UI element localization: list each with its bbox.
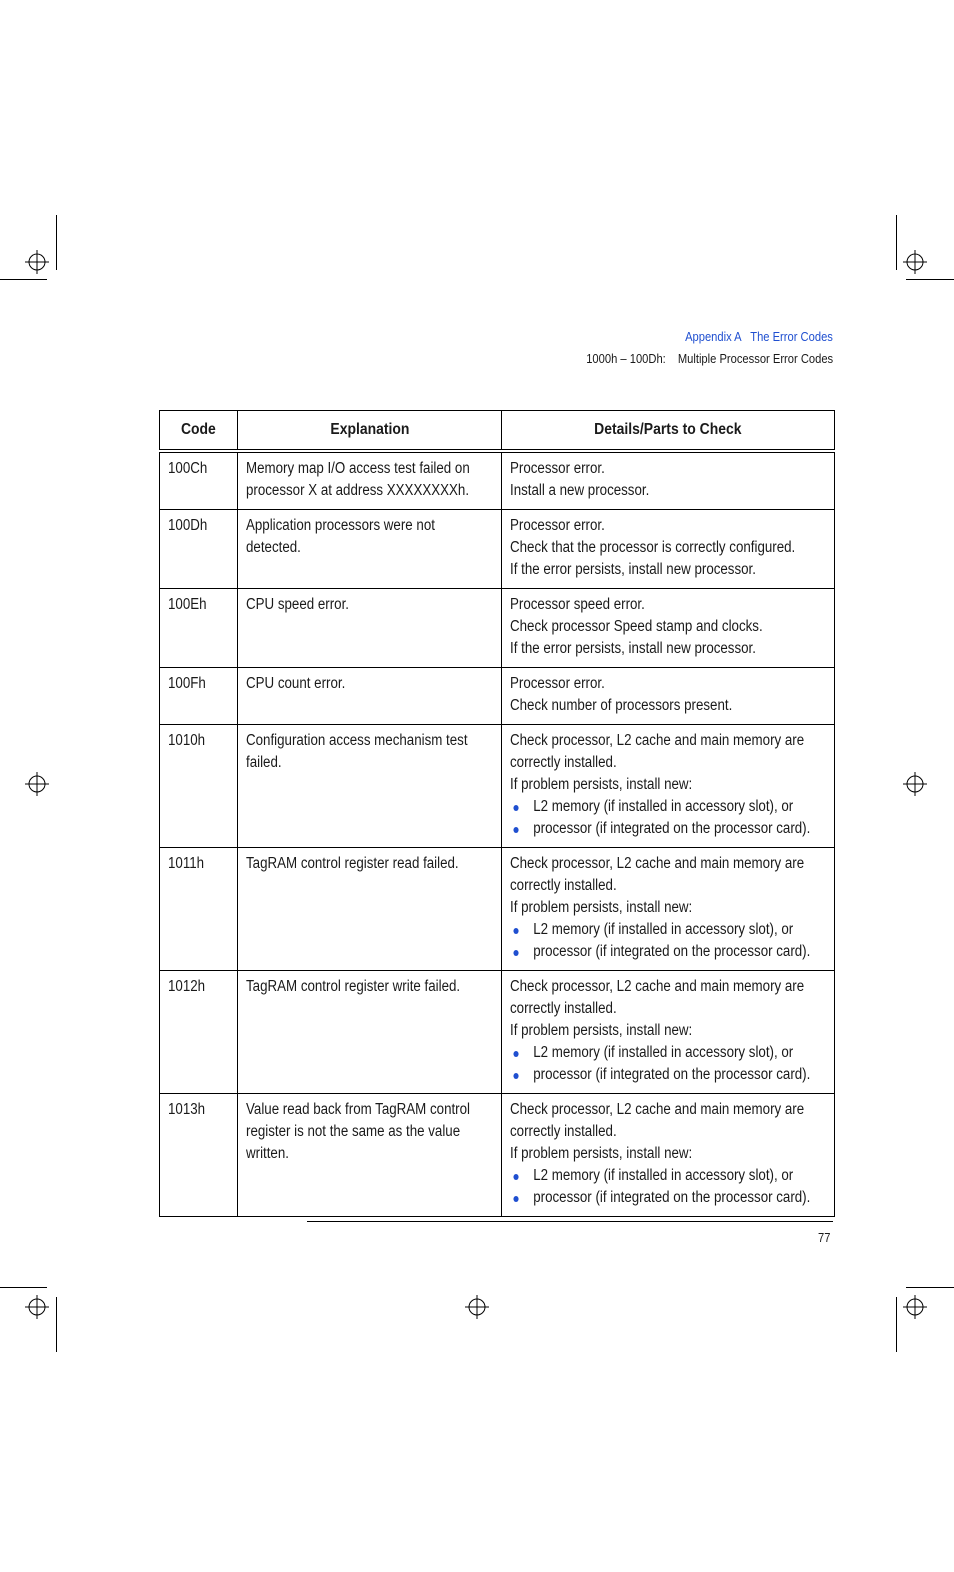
table-row	[160, 451, 835, 510]
bullet-list	[510, 796, 825, 840]
details-line: Install a new processor.	[510, 482, 650, 499]
crop-mark	[896, 215, 897, 270]
explanation-cell	[238, 725, 502, 848]
column-header-code: Code	[160, 411, 238, 452]
footer-rule	[307, 1221, 833, 1222]
crop-mark	[906, 1287, 954, 1288]
explanation-line: CPU speed error.	[246, 596, 349, 613]
error-code: 1011h	[168, 855, 205, 872]
table-body	[160, 451, 835, 1217]
bullet-item: L2 memory (if installed in accessory slot), or	[510, 919, 825, 941]
error-code-cell	[160, 589, 238, 668]
bullet-item: L2 memory (if installed in accessory slot), or	[510, 796, 825, 818]
explanation-cell	[238, 971, 502, 1094]
explanation-line: failed.	[246, 754, 282, 771]
details-line: Processor speed error.	[510, 596, 645, 613]
explanation-cell	[238, 1094, 502, 1217]
explanation-cell	[238, 589, 502, 668]
page-number: 77	[817, 1230, 830, 1245]
details-line: If problem persists, install new:	[510, 899, 693, 916]
registration-mark-icon	[465, 1295, 489, 1319]
details-line: Check processor, L2 cache and main memory are	[510, 732, 805, 749]
details-line: Check number of processors present.	[510, 697, 733, 714]
table-row	[160, 668, 835, 725]
column-header-explanation: Explanation	[238, 411, 502, 452]
registration-mark-icon	[25, 1295, 49, 1319]
registration-mark-icon	[903, 772, 927, 796]
column-header-details: Details/Parts to Check	[502, 411, 835, 452]
registration-mark-icon	[903, 1295, 927, 1319]
explanation-line: written.	[246, 1145, 289, 1162]
crop-mark	[0, 279, 47, 280]
registration-mark-icon	[903, 250, 927, 274]
details-line: If problem persists, install new:	[510, 1145, 693, 1162]
crop-mark	[896, 1297, 897, 1352]
bullet-list	[510, 919, 825, 963]
details-cell	[502, 668, 835, 725]
explanation-line: CPU count error.	[246, 675, 346, 692]
explanation-cell	[238, 451, 502, 510]
bullet-list	[510, 1042, 825, 1086]
appendix-label: Appendix A	[685, 329, 742, 344]
table-row	[160, 589, 835, 668]
bullet-item: processor (if integrated on the processor card).	[510, 1064, 825, 1086]
section-label: The Error Codes	[750, 329, 833, 344]
table-row	[160, 725, 835, 848]
bullet-item: processor (if integrated on the processor card).	[510, 941, 825, 963]
table-row	[160, 971, 835, 1094]
crop-mark	[906, 279, 954, 280]
crop-mark	[0, 1287, 47, 1288]
error-code: 100Fh	[168, 675, 206, 692]
bullet-list	[510, 1165, 825, 1209]
error-code: 100Ch	[168, 460, 208, 477]
details-cell	[502, 1094, 835, 1217]
error-code-cell	[160, 1094, 238, 1217]
table-row	[160, 848, 835, 971]
table-header-row	[160, 411, 835, 452]
running-header-subtitle	[586, 351, 833, 366]
explanation-cell	[238, 848, 502, 971]
error-code: 100Eh	[168, 596, 207, 613]
details-cell	[502, 589, 835, 668]
crop-mark	[56, 1297, 57, 1352]
error-code-cell	[160, 668, 238, 725]
error-code-cell	[160, 510, 238, 589]
explanation-line: Application processors were not	[246, 517, 435, 534]
details-cell	[502, 451, 835, 510]
registration-mark-icon	[25, 772, 49, 796]
details-line: correctly installed.	[510, 1123, 617, 1140]
explanation-line: TagRAM control register read failed.	[246, 855, 459, 872]
error-code: 100Dh	[168, 517, 208, 534]
details-line: If problem persists, install new:	[510, 776, 693, 793]
explanation-cell	[238, 668, 502, 725]
error-code-cell	[160, 725, 238, 848]
table-row	[160, 510, 835, 589]
details-line: correctly installed.	[510, 877, 617, 894]
details-line: correctly installed.	[510, 1000, 617, 1017]
error-code: 1010h	[168, 732, 206, 749]
registration-mark-icon	[25, 250, 49, 274]
details-line: Check processor, L2 cache and main memory are	[510, 1101, 805, 1118]
error-code-cell	[160, 848, 238, 971]
table-row	[160, 1094, 835, 1217]
explanation-line: register is not the same as the value	[246, 1123, 461, 1140]
subtitle-label: Multiple Processor Error Codes	[677, 351, 833, 366]
error-code-cell	[160, 971, 238, 1094]
explanation-line: detected.	[246, 539, 301, 556]
explanation-line: Value read back from TagRAM control	[246, 1101, 471, 1118]
details-cell	[502, 725, 835, 848]
details-cell	[502, 510, 835, 589]
details-cell	[502, 848, 835, 971]
crop-mark	[56, 215, 57, 270]
bullet-item: L2 memory (if installed in accessory slot), or	[510, 1165, 825, 1187]
details-line: Processor error.	[510, 517, 605, 534]
details-line: If problem persists, install new:	[510, 1022, 693, 1039]
error-code-table	[159, 410, 835, 1217]
details-line: Check processor, L2 cache and main memory are	[510, 855, 805, 872]
details-line: If the error persists, install new processor.	[510, 561, 756, 578]
bullet-item: L2 memory (if installed in accessory slot), or	[510, 1042, 825, 1064]
details-cell	[502, 971, 835, 1094]
explanation-cell	[238, 510, 502, 589]
error-code-cell	[160, 451, 238, 510]
details-line: If the error persists, install new processor.	[510, 640, 756, 657]
details-line: Processor error.	[510, 460, 605, 477]
error-code: 1012h	[168, 978, 206, 995]
explanation-line: Configuration access mechanism test	[246, 732, 468, 749]
details-line: Check processor Speed stamp and clocks.	[510, 618, 763, 635]
running-header-section	[685, 329, 833, 344]
explanation-line: processor X at address XXXXXXXXh.	[246, 482, 470, 499]
explanation-line: TagRAM control register write failed.	[246, 978, 461, 995]
error-code: 1013h	[168, 1101, 206, 1118]
details-line: Check processor, L2 cache and main memory are	[510, 978, 805, 995]
details-line: Processor error.	[510, 675, 605, 692]
code-range: 1000h – 100Dh:	[586, 351, 666, 366]
details-line: correctly installed.	[510, 754, 617, 771]
explanation-line: Memory map I/O access test failed on	[246, 460, 470, 477]
bullet-item: processor (if integrated on the processor card).	[510, 1187, 825, 1209]
bullet-item: processor (if integrated on the processor card).	[510, 818, 825, 840]
details-line: Check that the processor is correctly configured.	[510, 539, 796, 556]
